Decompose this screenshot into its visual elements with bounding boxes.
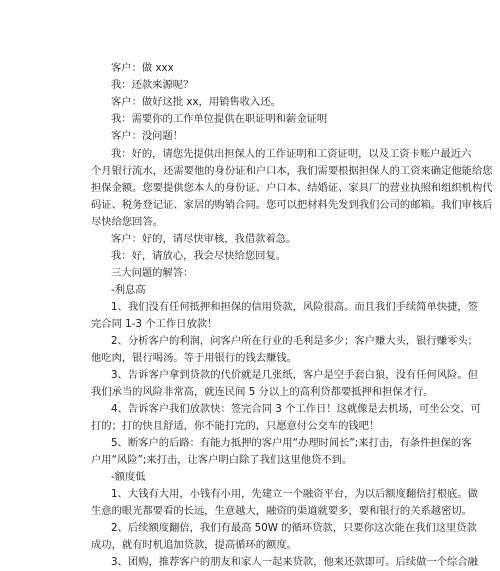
paragraph-line: 码证、税务登记证、家居的购销合同。您可以把材料先发到我们公司的邮箱。我们审核后	[91, 199, 493, 211]
paragraph-line: 5、断客户的后路：有能力抵押的客户用“办理时间长”;来打击，有条件担保的客	[111, 437, 472, 449]
dialogue-line: 客户：做 xxx	[111, 62, 174, 74]
paragraph-line: 我：好的，请您先提供出担保人的工作证明和工资证明，以及工资卡账户最近六	[111, 148, 472, 160]
paragraph-line: 担保金额。您要提供您本人的身份证、户口本、结婚证、家具厂的营业执照和组织机构代	[91, 182, 493, 194]
paragraph-line: 尽快给您回答。	[91, 216, 164, 228]
paragraph-line: 2、后续额度翻倍，我们有最高 50W 的循环贷款，只要你这次能在我们这里贷款	[111, 522, 477, 534]
paragraph-line: 1、我们没有任何抵押和担保的信用贷款，风险很高。而且我们手续简单快捷，签	[111, 301, 478, 313]
dialogue-line: 客户：没问题！	[111, 130, 184, 142]
paragraph-line: 3、团购，推荐客户的朋友和家人一起来贷款，他来还款即可。后续做一个综合融	[111, 556, 478, 568]
paragraph-line: 他吃肉，银行喝汤。等于用银行的钱去赚钱。	[91, 352, 297, 364]
paragraph-line: 户用“风险”;来打击，让客户明白除了我们这里他贷不到。	[91, 454, 353, 466]
paragraph-line: 3、告诉客户拿到贷款的代价就是几张纸，客户是空手套白狼，没有任何风险。但	[111, 369, 478, 381]
paragraph-line: 2、分析客户的利润，问客户所在行业的毛利是多少；客户赚大头，银行赚零头；	[111, 335, 478, 347]
dialogue-line: 客户：做好这批 xx，用销售收入还。	[111, 96, 281, 108]
paragraph-line: 个月银行流水，还需要他的身份证和户口本，我们需要根据担保人的工资来确定他能给您	[91, 165, 493, 177]
dialogue-line: 我：好，请放心，我会尽快给您回复。	[111, 250, 287, 262]
paragraph-line: 成功，就有时机追加贷款，提高循环的额度。	[91, 539, 297, 551]
section-heading: 三大问题的解答：	[111, 267, 194, 279]
subheading: -利息高	[111, 284, 146, 296]
paragraph-line: 1、大钱有大用，小钱有小用，先建立一个融资平台，为以后额度翻倍打根底。做	[111, 488, 478, 500]
subheading: -额度低	[111, 471, 146, 483]
paragraph-line: 生意的眼光都要看的长远，生意越大，融资的渠道就要多，要和银行的关系越密切。	[91, 505, 472, 517]
paragraph-line: 我们承当的风险非常高，就连民间 5 分以上的高利贷都要抵押和担保才行。	[91, 386, 434, 398]
dialogue-line: 我：还款来源呢？	[111, 79, 194, 91]
paragraph-line: 4、告诉客户我们放款快：签完合同 3 个工作日！这就像是去机场，可坐公交、可	[111, 403, 481, 415]
paragraph-line: 打的；打的快且舒适，你不能打完的，只愿意付公交车的钱吧！	[91, 420, 380, 432]
paragraph-line: 完合同 1-3 个工作日放款！	[91, 318, 218, 330]
dialogue-line: 我：需要你的工作单位提供在职证明和薪金证明	[111, 113, 328, 125]
dialogue-line: 客户：好的，请尽快审核，我借款着急。	[111, 233, 297, 245]
